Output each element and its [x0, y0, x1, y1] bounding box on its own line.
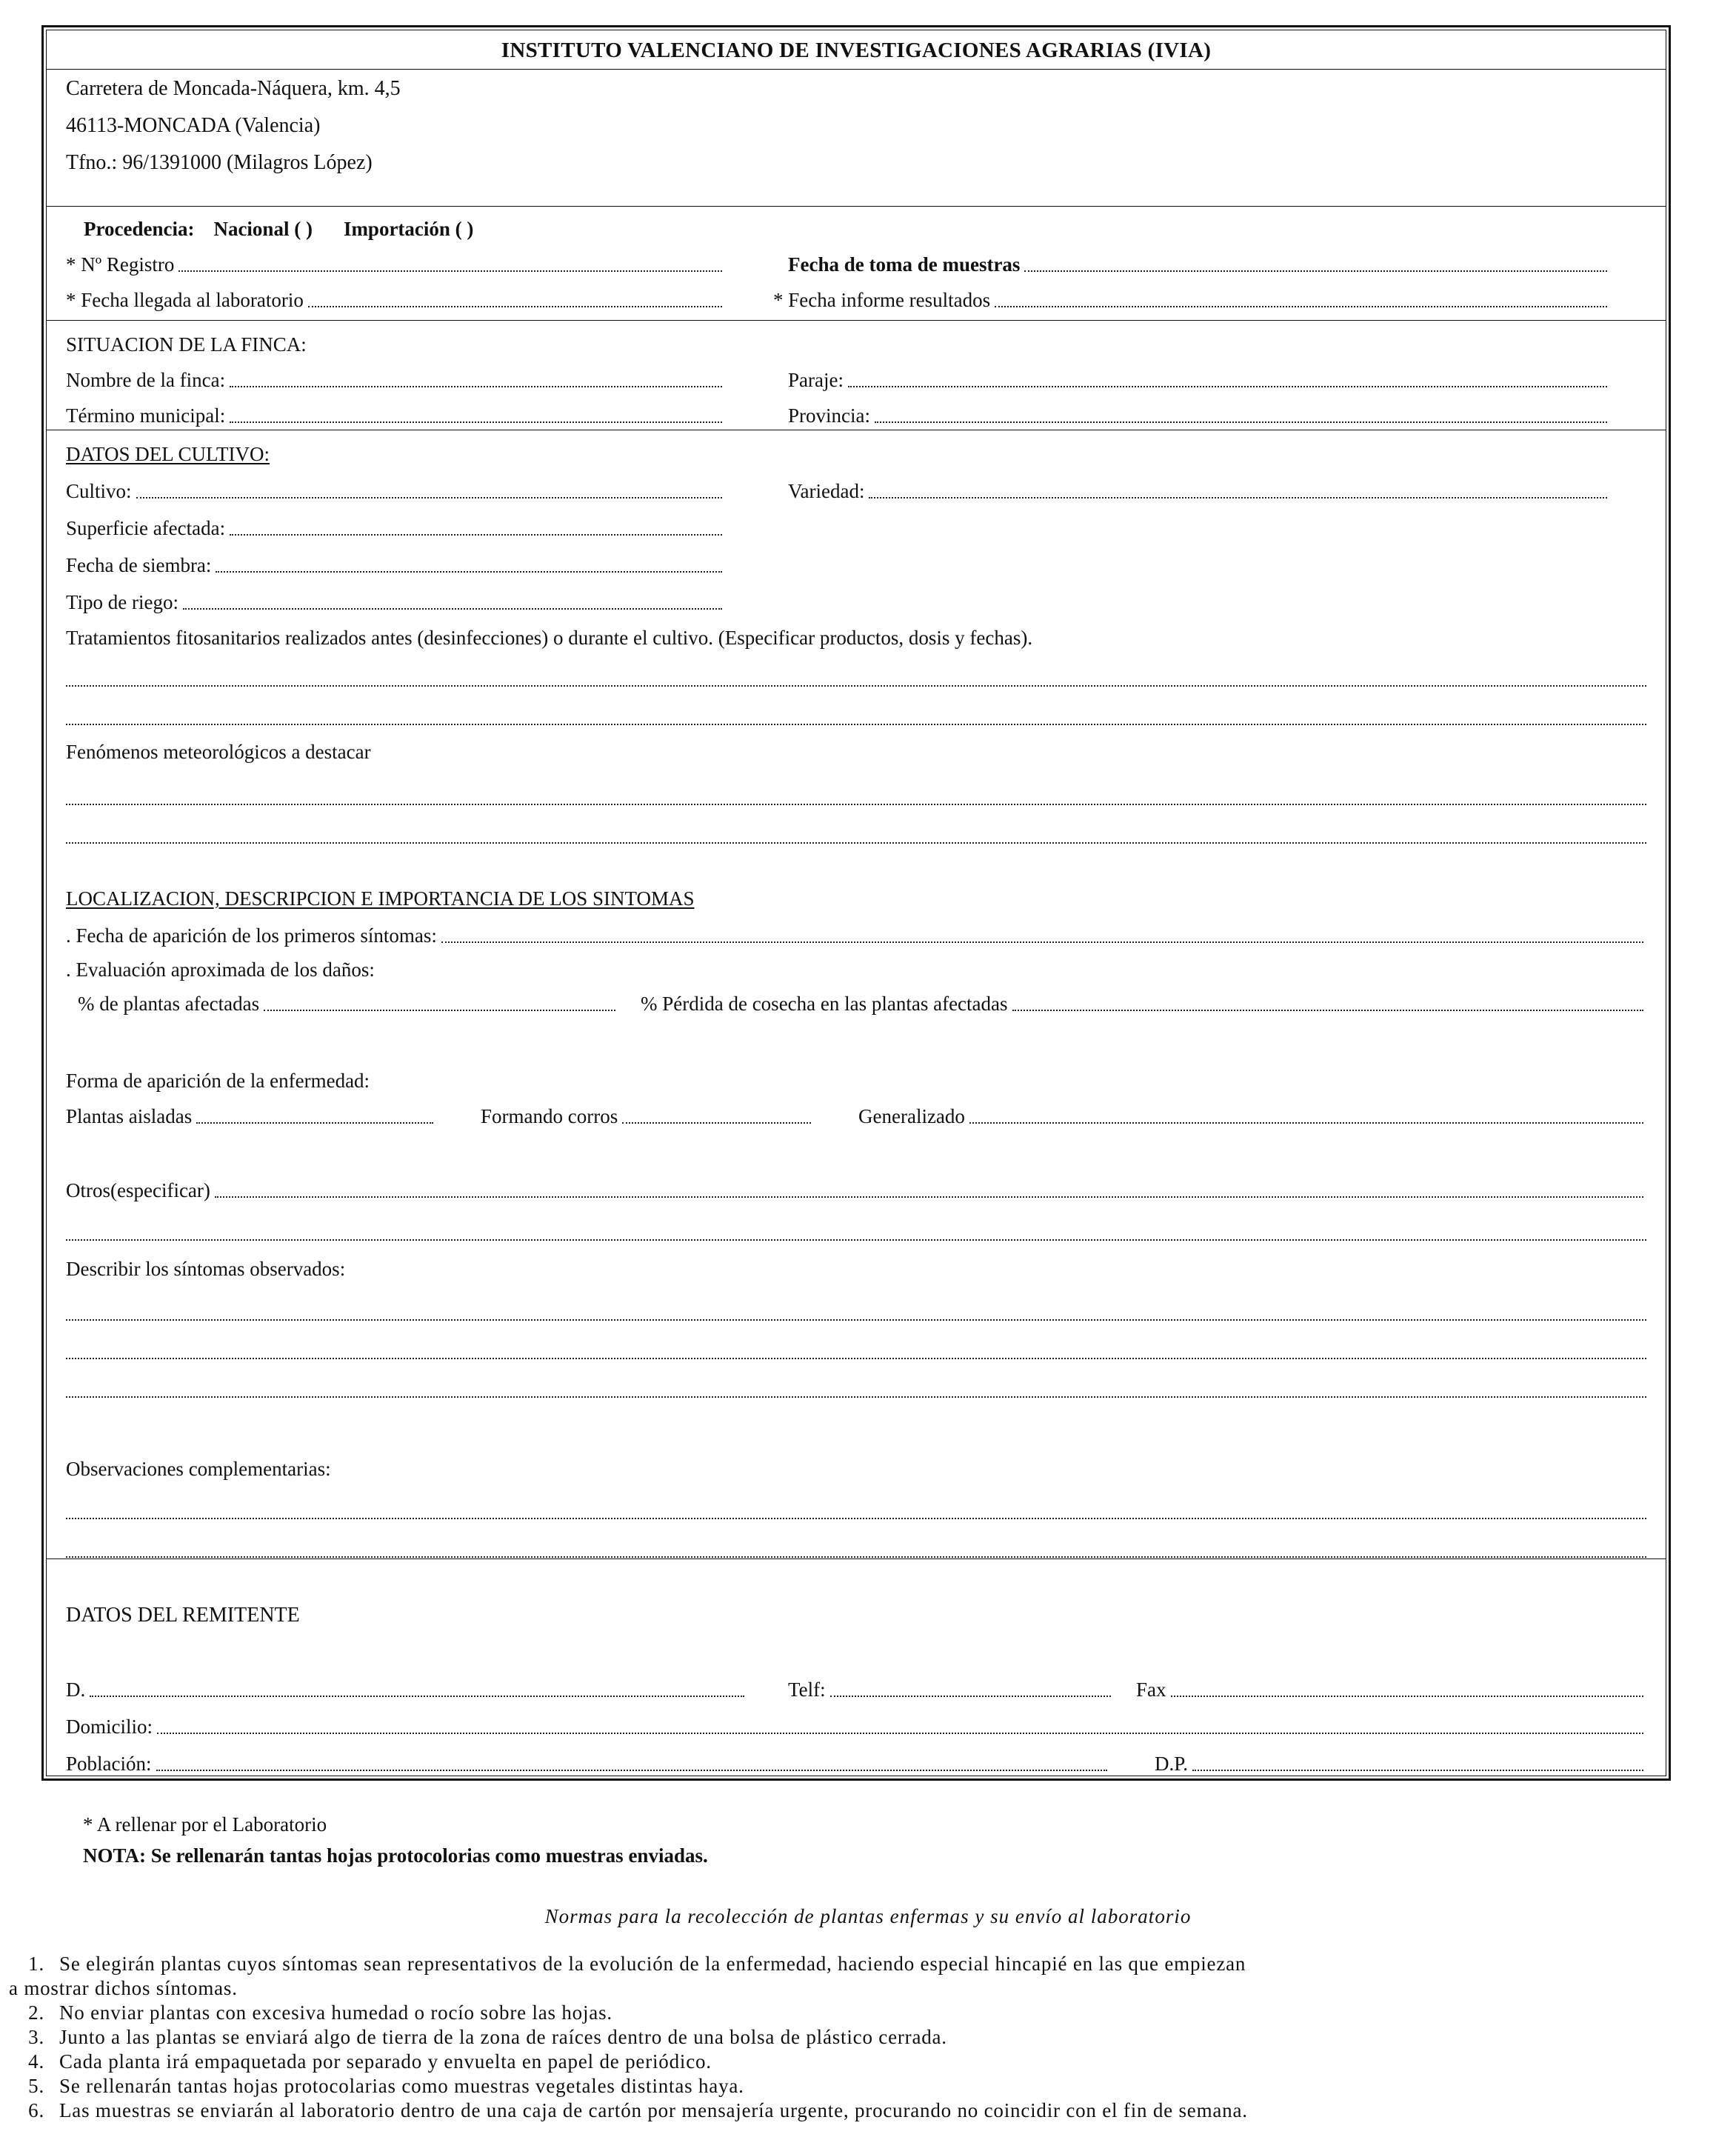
fecha-toma-label: Fecha de toma de muestras: [788, 253, 1021, 276]
poblacion-field[interactable]: [156, 1770, 1108, 1771]
sintomas-heading: LOCALIZACION, DESCRIPCION E IMPORTANCIA DE LOS SINTOMAS: [66, 887, 695, 910]
pct-plantas-label: % de plantas afectadas: [78, 992, 260, 1015]
variedad-field[interactable]: [869, 497, 1607, 499]
observaciones-field[interactable]: [66, 1518, 1646, 1519]
paraje-field[interactable]: [848, 386, 1607, 387]
fecha-siembra-field[interactable]: [216, 571, 722, 573]
notes: [0, 1813, 1736, 1876]
procedencia-section: [47, 207, 1666, 321]
address-line: 46113-MONCADA (Valencia): [66, 114, 321, 137]
fecha-siembra-label: Fecha de siembra:: [66, 553, 212, 576]
sample-form: [41, 25, 1671, 1781]
norma-number: 5.: [28, 2075, 44, 2097]
remitente-section: [47, 1559, 1666, 1776]
registro-field[interactable]: [178, 270, 722, 272]
pct-perdida-label: % Pérdida de cosecha en las plantas afectadas: [641, 992, 1008, 1015]
meteo-label: Fenómenos meteorológicos a destacar: [66, 740, 371, 763]
address-line: Carretera de Moncada-Náquera, km. 4,5: [66, 77, 401, 100]
norma-text: Las muestras se enviarán al laboratorio dentro de una caja de cartón por mensajería urgente, procurando no coincidir con el fin de semana.: [59, 2099, 1248, 2121]
phone-line: Tfno.: 96/1391000 (Milagros López): [66, 151, 373, 174]
provincia-label: Provincia:: [788, 404, 870, 427]
norma-number: 3.: [28, 2026, 44, 2048]
fecha-informe-field[interactable]: [995, 306, 1607, 307]
corros-label: Formando corros: [481, 1104, 618, 1127]
evaluacion-label: . Evaluación aproximada de los daños:: [66, 958, 375, 981]
nota-text: Se rellenarán tantas hojas protocolorias como muestras enviadas.: [150, 1844, 708, 1867]
fecha-llegada-field[interactable]: [308, 306, 722, 307]
fecha-toma-field[interactable]: [1024, 270, 1607, 272]
importacion-checkbox[interactable]: Importación ( ): [343, 217, 474, 240]
nombre-finca-field[interactable]: [230, 386, 722, 387]
norma-item: [0, 2075, 1736, 2099]
asterisk-note: * A rellenar por el Laboratorio: [83, 1813, 327, 1836]
fecha-aparicion-label: . Fecha de aparición de los primeros síntomas:: [66, 924, 437, 947]
norma-item: [0, 2026, 1736, 2050]
tipo-riego-label: Tipo de riego:: [66, 590, 179, 613]
cultivo-field[interactable]: [136, 497, 722, 499]
norma-item: [0, 2050, 1736, 2075]
describir-label: Describir los síntomas observados:: [66, 1257, 346, 1280]
superficie-field[interactable]: [230, 534, 722, 536]
cultivo-label: Cultivo:: [66, 479, 132, 502]
observaciones-label: Observaciones complementarias:: [66, 1457, 331, 1480]
aisladas-label: Plantas aisladas: [66, 1104, 193, 1127]
dp-label: D.P.: [1155, 1753, 1189, 1775]
norma-text: Junto a las plantas se enviará algo de tierra de la zona de raíces dentro de una bolsa de plástico cerrada.: [59, 2026, 947, 2048]
norma-item: [0, 1953, 1736, 1977]
tratamientos-field[interactable]: [66, 685, 1646, 687]
describir-field[interactable]: [66, 1319, 1646, 1321]
forma-label: Forma de aparición de la enfermedad:: [66, 1069, 370, 1092]
norma-text: Se elegirán plantas cuyos síntomas sean representativos de la evolución de la enfermedad, haciendo especial hincapié en las que empiezan: [59, 1953, 1246, 1975]
norma-text: Cada planta irá empaquetada por separado y envuelta en papel de periódico.: [59, 2050, 712, 2073]
norma-number: 6.: [28, 2099, 44, 2121]
registro-label: * Nº Registro: [66, 253, 175, 276]
normas-title: Normas para la recolección de plantas enfermas y su envío al laboratorio: [544, 1905, 1192, 1927]
cultivo-section: [47, 430, 1666, 1559]
d-label: D.: [66, 1678, 86, 1701]
normas-list: [0, 1953, 1736, 2124]
telf-field[interactable]: [830, 1696, 1111, 1697]
provincia-field[interactable]: [875, 421, 1607, 423]
norma-number: 1.: [28, 1953, 44, 1975]
institute-title: INSTITUTO VALENCIANO DE INVESTIGACIONES AGRARIAS (IVIA): [47, 30, 1666, 70]
remitente-heading: DATOS DEL REMITENTE: [66, 1604, 300, 1627]
tipo-riego-field[interactable]: [183, 608, 722, 610]
domicilio-field[interactable]: [157, 1733, 1643, 1734]
poblacion-label: Población:: [66, 1753, 152, 1775]
dp-field[interactable]: [1192, 1770, 1643, 1771]
cultivo-heading: DATOS DEL CULTIVO:: [66, 442, 270, 465]
describir-field[interactable]: [66, 1358, 1646, 1359]
norma-item: [0, 2001, 1736, 2026]
fax-label: Fax: [1136, 1678, 1166, 1701]
aisladas-field[interactable]: [196, 1122, 433, 1124]
pct-perdida-field[interactable]: [1012, 1010, 1643, 1011]
termino-field[interactable]: [230, 421, 722, 423]
finca-section: [47, 321, 1666, 430]
nacional-checkbox[interactable]: Nacional ( ): [213, 217, 313, 240]
meteo-field[interactable]: [66, 842, 1646, 844]
d-field[interactable]: [90, 1696, 744, 1697]
superficie-label: Superficie afectada:: [66, 516, 226, 539]
norma-text: No enviar plantas con excesiva humedad o rocío sobre las hojas.: [59, 2001, 612, 2024]
observaciones-field[interactable]: [66, 1556, 1646, 1558]
corros-field[interactable]: [622, 1122, 811, 1124]
fax-field[interactable]: [1171, 1696, 1644, 1697]
finca-heading: SITUACION DE LA FINCA:: [66, 333, 307, 356]
otros-field[interactable]: [66, 1239, 1646, 1241]
nombre-finca-label: Nombre de la finca:: [66, 369, 226, 392]
generalizado-field[interactable]: [969, 1122, 1643, 1124]
variedad-label: Variedad:: [788, 479, 865, 502]
procedencia-label: Procedencia:: [84, 217, 195, 240]
generalizado-label: Generalizado: [858, 1104, 965, 1127]
otros-label: Otros(especificar): [66, 1178, 210, 1201]
describir-field[interactable]: [66, 1396, 1646, 1398]
paraje-label: Paraje:: [788, 369, 844, 392]
meteo-field[interactable]: [66, 804, 1646, 805]
telf-label: Telf:: [788, 1678, 826, 1701]
tratamientos-field[interactable]: [66, 724, 1646, 725]
fecha-informe-label: * Fecha informe resultados: [773, 288, 991, 311]
norma-item-cont: a mostrar dichos síntomas.: [9, 1977, 238, 1999]
pct-plantas-field[interactable]: [264, 1010, 615, 1011]
address-section: [47, 70, 1666, 207]
tratamientos-label: Tratamientos fitosanitarios realizados antes (desinfecciones) o durante el cultivo. (Especificar productos, dosis y fechas).: [66, 626, 1033, 649]
fecha-aparicion-field[interactable]: [441, 941, 1643, 943]
otros-field[interactable]: [215, 1196, 1643, 1198]
norma-number: 4.: [28, 2050, 44, 2073]
norma-text: Se rellenarán tantas hojas protocolarias como muestras vegetales distintas haya.: [59, 2075, 744, 2097]
termino-label: Término municipal:: [66, 404, 226, 427]
domicilio-label: Domicilio:: [66, 1716, 153, 1738]
nota-label: NOTA:: [83, 1844, 146, 1867]
norma-number: 2.: [28, 2001, 44, 2024]
norma-item: [0, 2099, 1736, 2124]
fecha-llegada-label: * Fecha llegada al laboratorio: [66, 288, 304, 311]
